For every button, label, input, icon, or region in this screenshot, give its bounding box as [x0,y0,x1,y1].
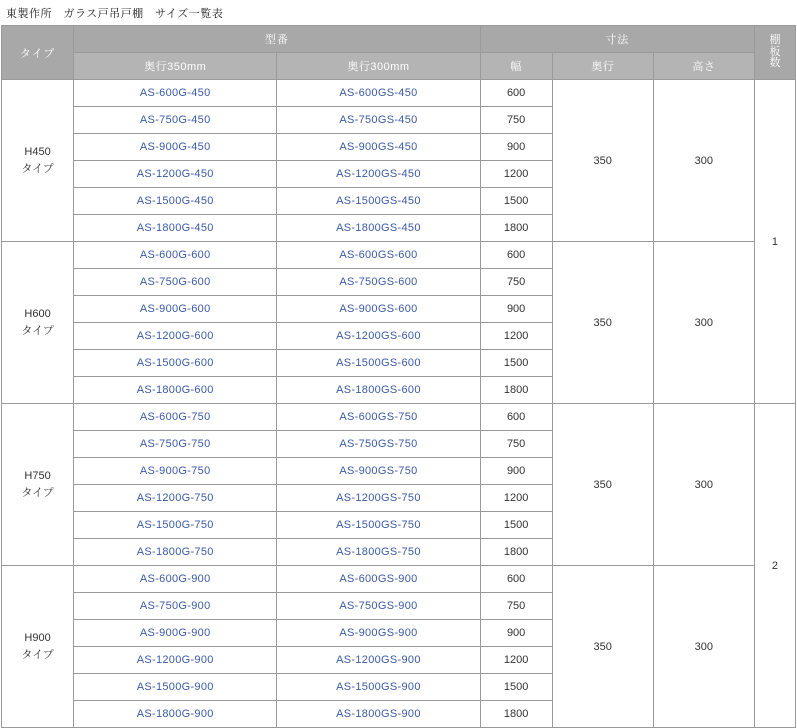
width-value: 1200 [480,647,552,674]
model-300: AS-750GS-450 [277,107,480,134]
width-value: 1200 [480,161,552,188]
page-title: 東製作所 ガラス戸吊戸棚 サイズ一覧表 [6,8,224,20]
column-header-height: 高さ [653,53,754,80]
width-value: 1800 [480,701,552,728]
model-300: AS-600GS-450 [277,80,480,107]
model-300: AS-1500GS-750 [277,512,480,539]
model-300: AS-750GS-750 [277,431,480,458]
width-value: 600 [480,242,552,269]
model-300: AS-1200GS-450 [277,161,480,188]
column-header-width: 幅 [480,53,552,80]
depth300-value: 300 [653,404,754,566]
model-300: AS-750GS-900 [277,593,480,620]
model-350: AS-750G-900 [74,593,277,620]
model-350: AS-1800G-900 [74,701,277,728]
width-value: 1500 [480,512,552,539]
table-row [2,242,796,269]
shelf-count-char-1: 棚 [769,34,781,47]
model-350: AS-1500G-450 [74,188,277,215]
model-300: AS-1800GS-450 [277,215,480,242]
width-value: 600 [480,404,552,431]
model-350: AS-1800G-450 [74,215,277,242]
model-350: AS-1500G-900 [74,674,277,701]
type-cell [2,242,74,404]
column-header-depth350: 奥行350mm [74,53,277,80]
type-cell [2,80,74,242]
size-table [1,25,796,728]
model-300: AS-1800GS-600 [277,377,480,404]
column-header-shelf-count [754,26,795,80]
model-350: AS-900G-450 [74,134,277,161]
type-label-line1: H900 [24,632,51,644]
column-header-depth: 奥行 [552,53,653,80]
table-body [2,80,796,728]
width-value: 750 [480,593,552,620]
shelf-count-value: 1 [754,80,795,404]
model-300: AS-900GS-600 [277,296,480,323]
depth300-value: 300 [653,242,754,404]
shelf-count-char-3: 数 [769,57,781,70]
header-row-top [2,26,796,53]
model-300: AS-900GS-450 [277,134,480,161]
model-350: AS-900G-600 [74,296,277,323]
header-row-sub [2,53,796,80]
width-value: 750 [480,431,552,458]
shelf-count-value: 2 [754,404,795,728]
column-header-model-number: 型番 [74,26,481,53]
type-cell [2,404,74,566]
depth-value: 350 [552,404,653,566]
table-row [2,80,796,107]
depth300-value: 300 [653,566,754,728]
model-350: AS-750G-600 [74,269,277,296]
model-300: AS-1500GS-600 [277,350,480,377]
model-300: AS-1800GS-750 [277,539,480,566]
type-label-line1: H750 [24,470,51,482]
model-350: AS-600G-750 [74,404,277,431]
width-value: 900 [480,620,552,647]
shelf-count-char-2: 板 [769,45,781,58]
type-label-line1: H600 [24,308,51,320]
table-header [2,26,796,80]
model-300: AS-1200GS-750 [277,485,480,512]
model-350: AS-750G-750 [74,431,277,458]
model-300: AS-600GS-750 [277,404,480,431]
depth300-value: 300 [653,80,754,242]
type-label-line2: タイプ [21,162,54,175]
model-350: AS-1800G-600 [74,377,277,404]
width-value: 900 [480,296,552,323]
model-350: AS-600G-900 [74,566,277,593]
model-350: AS-1500G-600 [74,350,277,377]
depth-value: 350 [552,242,653,404]
model-300: AS-600GS-900 [277,566,480,593]
depth-value: 350 [552,566,653,728]
type-label-line1: H450 [24,146,51,158]
model-350: AS-1200G-750 [74,485,277,512]
model-350: AS-1800G-750 [74,539,277,566]
column-header-dimensions: 寸法 [480,26,754,53]
model-350: AS-900G-750 [74,458,277,485]
table-row [2,566,796,593]
width-value: 1800 [480,215,552,242]
column-header-type: タイプ [2,26,74,80]
model-300: AS-1800GS-900 [277,701,480,728]
type-cell [2,566,74,728]
type-label-line2: タイプ [21,648,54,661]
column-header-depth300: 奥行300mm [277,53,480,80]
width-value: 900 [480,134,552,161]
model-300: AS-900GS-900 [277,620,480,647]
model-300: AS-1200GS-600 [277,323,480,350]
model-300: AS-750GS-600 [277,269,480,296]
model-350: AS-750G-450 [74,107,277,134]
width-value: 1800 [480,539,552,566]
depth-value: 350 [552,80,653,242]
model-350: AS-1200G-450 [74,161,277,188]
width-value: 1500 [480,188,552,215]
model-300: AS-900GS-750 [277,458,480,485]
width-value: 600 [480,566,552,593]
width-value: 600 [480,80,552,107]
model-300: AS-600GS-600 [277,242,480,269]
type-label-line2: タイプ [21,486,54,499]
model-300: AS-1200GS-900 [277,647,480,674]
width-value: 1800 [480,377,552,404]
width-value: 1500 [480,350,552,377]
model-350: AS-1500G-750 [74,512,277,539]
width-value: 1200 [480,485,552,512]
width-value: 750 [480,107,552,134]
model-350: AS-900G-900 [74,620,277,647]
width-value: 1200 [480,323,552,350]
model-350: AS-600G-600 [74,242,277,269]
width-value: 900 [480,458,552,485]
model-350: AS-600G-450 [74,80,277,107]
model-300: AS-1500GS-450 [277,188,480,215]
model-350: AS-1200G-900 [74,647,277,674]
width-value: 1500 [480,674,552,701]
model-350: AS-1200G-600 [74,323,277,350]
type-label-line2: タイプ [21,324,54,337]
width-value: 750 [480,269,552,296]
table-row [2,404,796,431]
model-300: AS-1500GS-900 [277,674,480,701]
